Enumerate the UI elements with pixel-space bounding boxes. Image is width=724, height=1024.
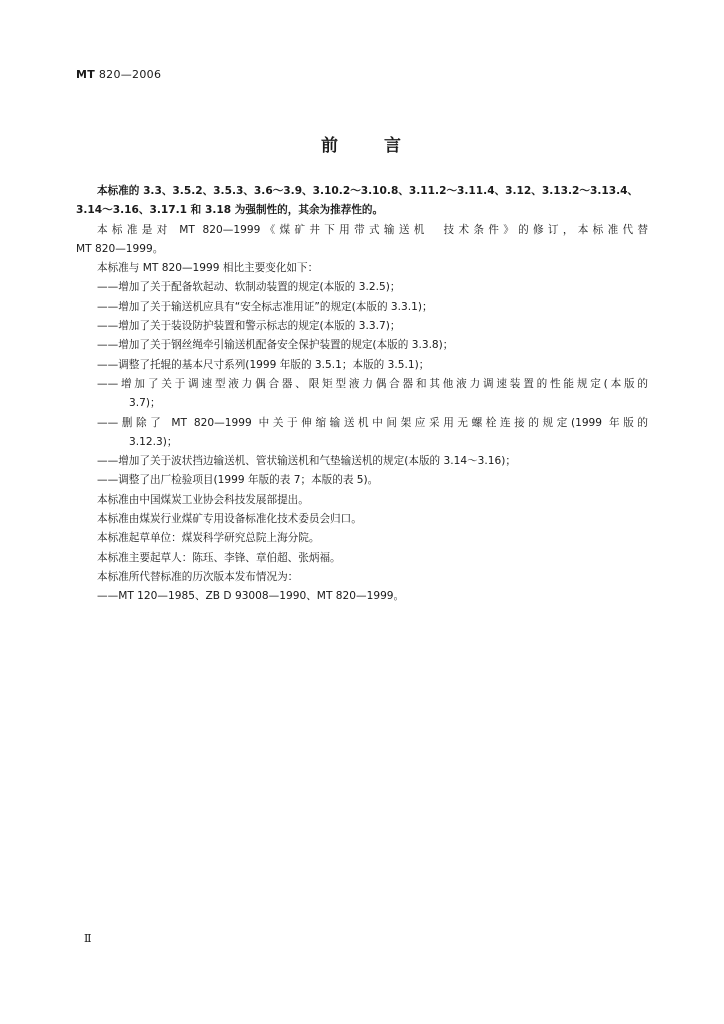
title-char-1: 前 [321, 136, 340, 156]
standard-code-prefix: MT [76, 68, 96, 81]
change-item-5: ——调整了托辊的基本尺寸系列(1999 年版的 3.5.1；本版的 3.5.1)； [97, 358, 430, 371]
change-item-1: ——增加了关于配备软起动、软制动装置的规定(本版的 3.2.5)； [97, 281, 401, 294]
mandatory-clause-line-2: 3.14～3.16、3.17.1 和 3.18 为强制性的，其余为推荐性的。 [76, 204, 384, 217]
change-item-6-line-2: 3.7)； [129, 397, 161, 410]
change-item-8: ——增加了关于波状挡边输送机、管状输送机和气垫输送机的规定(本版的 3.14～3.16)； [97, 455, 516, 468]
drafters: 本标准主要起草人：陈珏、李锋、章伯超、张炳福。 [97, 551, 341, 564]
history-intro: 本标准所代替标准的历次版本发布情况为： [97, 570, 299, 583]
page-title [0, 131, 724, 156]
standard-code-number: 820—2006 [98, 68, 162, 81]
drafting-unit: 本标准起草单位：煤炭科学研究总院上海分院。 [97, 532, 320, 545]
centralized-by: 本标准由煤炭行业煤矿专用设备标准化技术委员会归口。 [97, 513, 362, 526]
change-item-6-line-1: ——增加了关于调速型液力偶合器、限矩型液力偶合器和其他液力调速装置的性能规定(本版的 [97, 377, 648, 390]
standard-code-header [76, 68, 161, 81]
history-list: ——MT 120—1985、ZB D 93008—1990、MT 820—1999。 [97, 590, 405, 603]
replacement-statement-line-1: 本标准是对 MT 820—1999《煤矿井下用带式输送机 技术条件》的修订，本标准代替 [97, 223, 648, 236]
title-char-2: 言 [384, 136, 403, 156]
change-item-2: ——增加了关于输送机应具有“安全标志准用证”的规定(本版的 3.3.1)； [97, 300, 433, 313]
change-item-7-line-1: ——删除了 MT 820—1999 中关于伸缩输送机中间架应采用无螺栓连接的规定(1999 年版的 [97, 416, 648, 429]
mandatory-clause-line-1: 本标准的 3.3、3.5.2、3.5.3、3.6～3.9、3.10.2～3.10.8、3.11.2～3.11.4、3.12、3.13.2～3.13.4、 [97, 185, 639, 197]
change-item-9: ——调整了出厂检验项目(1999 年版的表 7；本版的表 5)。 [97, 474, 379, 487]
change-item-4: ——增加了关于钢丝绳牵引输送机配备安全保护装置的规定(本版的 3.3.8)； [97, 339, 454, 352]
replacement-statement-line-2: MT 820—1999。 [76, 242, 164, 255]
page-number: Ⅱ [84, 932, 92, 945]
change-item-3: ——增加了关于装设防护装置和警示标志的规定(本版的 3.3.7)； [97, 320, 401, 333]
foreword-body [76, 182, 648, 607]
changes-intro: 本标准与 MT 820—1999 相比主要变化如下： [97, 262, 319, 275]
proposed-by: 本标准由中国煤炭工业协会科技发展部提出。 [97, 493, 309, 506]
change-item-7-line-2: 3.12.3)； [129, 435, 178, 448]
